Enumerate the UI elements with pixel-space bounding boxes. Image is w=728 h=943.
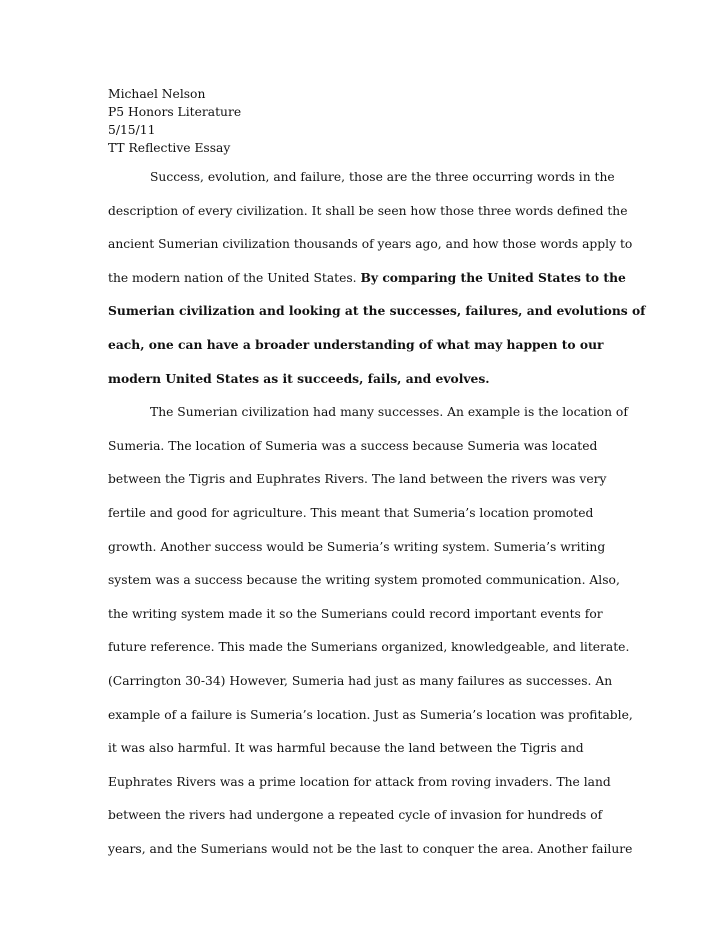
author-name: Michael Nelson	[108, 87, 206, 101]
essay-line	[108, 202, 628, 220]
essay-line	[108, 235, 632, 253]
body-text: Sumeria. The location of Sumeria was a success because Sumeria was located	[108, 438, 598, 453]
thesis-text: each, one can have a broader understanding of what may happen to our	[108, 337, 604, 352]
essay-line	[108, 437, 597, 455]
essay-line	[108, 571, 620, 589]
essay-line	[108, 806, 602, 824]
thesis-text: Sumerian civilization and looking at the successes, failures, and evolutions of	[108, 303, 646, 319]
body-text: system was a success because the writing system promoted communication. Also,	[108, 573, 620, 588]
essay-line	[108, 504, 593, 522]
essay-header	[108, 85, 241, 157]
body-text: between the Tigris and Euphrates Rivers. The land between the rivers was very	[108, 472, 607, 487]
essay-line	[108, 638, 629, 656]
body-text: Success, evolution, and failure, those are the three occurring words in the	[150, 170, 615, 184]
course-name: P5 Honors Literature	[108, 105, 242, 119]
essay-line	[108, 605, 603, 623]
essay-line	[150, 403, 628, 421]
body-text: The Sumerian civilization had many successes. An example is the location of	[150, 405, 628, 420]
body-text: ancient Sumerian civilization thousands of years ago, and how those words apply to	[108, 237, 633, 252]
body-text: it was also harmful. It was harmful because the land between the Tigris and	[108, 741, 584, 756]
essay-line	[150, 168, 615, 186]
body-text: between the rivers had undergone a repeated cycle of invasion for hundreds of	[108, 808, 603, 823]
body-text: (Carrington 30-34) However, Sumeria had just as many failures as successes. An	[108, 674, 613, 688]
essay-line	[108, 706, 633, 724]
body-text: example of a failure is Sumeria’s location. Just as Sumeria’s location was profitable,	[108, 707, 633, 722]
body-text: Euphrates Rivers was a prime location for attack from roving invaders. The land	[108, 774, 611, 789]
essay-line	[108, 269, 626, 287]
essay-line	[108, 538, 605, 556]
thesis-text: By comparing the United States to the	[360, 269, 626, 285]
essay-line	[108, 739, 584, 757]
body-text: the writing system made it so the Sumerians could record important events for	[108, 606, 603, 621]
body-text: the modern nation of the United States.	[108, 270, 361, 285]
essay-line	[108, 470, 606, 488]
body-text: description of every civilization. It shall be seen how those three words defined the	[108, 203, 628, 218]
assignment-title: TT Reflective Essay	[108, 141, 231, 155]
body-text: fertile and good for agriculture. This meant that Sumeria’s location promoted	[108, 506, 594, 520]
essay-line	[108, 672, 612, 690]
body-text: years, and the Sumerians would not be the last to conquer the area. Another failure	[108, 842, 633, 856]
thesis-text: modern United States as it succeeds, fails, and evolves.	[108, 370, 490, 386]
essay-line	[108, 773, 611, 791]
body-text: future reference. This made the Sumerians organized, knowledgeable, and literate.	[108, 640, 630, 655]
essay-line	[108, 302, 645, 320]
essay-line	[108, 336, 604, 354]
essay-line	[108, 370, 490, 388]
body-text: growth. Another success would be Sumeria’s writing system. Sumeria’s writing	[108, 539, 606, 554]
essay-date: 5/15/11	[108, 123, 156, 137]
essay-line	[108, 840, 632, 858]
